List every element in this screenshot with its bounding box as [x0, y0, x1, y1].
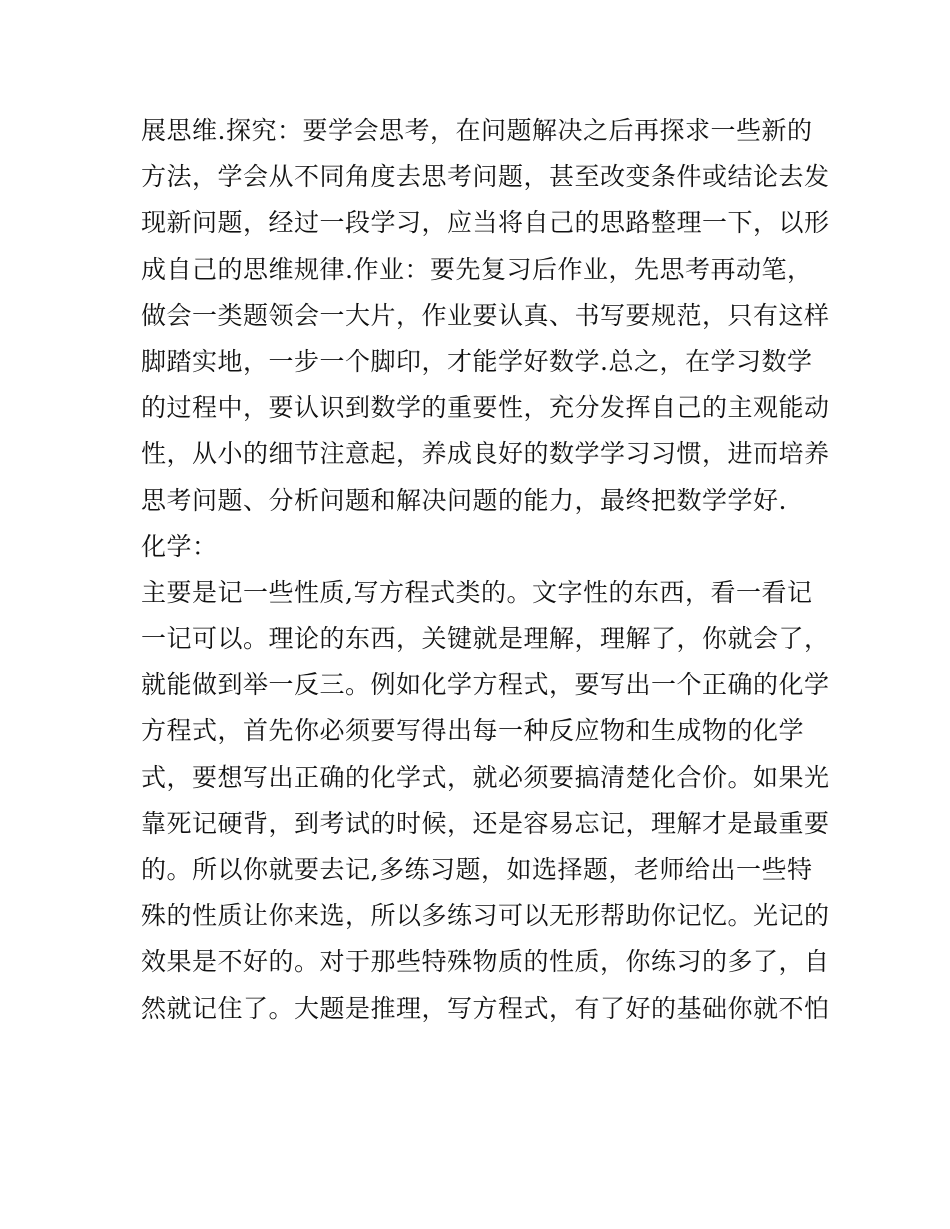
text-line: 式，要想写出正确的化学式，就必须要搞清楚化合价。如果光	[141, 762, 830, 792]
text-line: 现新问题，经过一段学习，应当将自己的思路整理一下，以形	[141, 208, 830, 238]
text-line: 一记可以。理论的东西，关键就是理解，理解了，你就会了，	[141, 624, 830, 654]
text-line: 做会一类题领会一大片，作业要认真、书写要规范，只有这样	[141, 300, 830, 330]
text-line: 殊的性质让你来选，所以多练习可以无形帮助你记忆。光记的	[141, 901, 830, 931]
text-line: 展思维.探究：要学会思考，在问题解决之后再探求一些新的	[141, 116, 813, 145]
text-line: 效果是不好的。对于那些特殊物质的性质，你练习的多了，自	[141, 947, 830, 977]
text-line: 性，从小的细节注意起，养成良好的数学学习习惯，进而培养	[141, 439, 830, 469]
body-text	[141, 108, 830, 1032]
text-line: 脚踏实地，一步一个脚印，才能学好数学.总之，在学习数学	[141, 346, 813, 376]
text-line: 方法，学会从不同角度去思考问题，甚至改变条件或结论去发	[141, 162, 830, 192]
text-line: 的。所以你就要去记,多练习题，如选择题，老师给出一些特	[141, 855, 813, 884]
text-line: 思考问题、分析问题和解决问题的能力，最终把数学学好.	[141, 485, 787, 515]
text-line: 靠死记硬背，到考试的时候，还是容易忘记，理解才是最重要	[141, 808, 830, 838]
text-line: 方程式，首先你必须要写得出每一种反应物和生成物的化学	[141, 716, 805, 746]
section-heading-chemistry: 化学：	[141, 531, 218, 561]
text-line: 的过程中，要认识到数学的重要性，充分发挥自己的主观能动	[141, 393, 830, 423]
text-line: 成自己的思维规律.作业：要先复习后作业，先思考再动笔，	[141, 254, 813, 284]
text-line: 主要是记一些性质,写方程式类的。文字性的东西，看一看记	[141, 577, 813, 607]
text-line: 就能做到举一反三。例如化学方程式，要写出一个正确的化学	[141, 670, 830, 700]
text-line: 然就记住了。大题是推理，写方程式，有了好的基础你就不怕	[141, 993, 830, 1023]
